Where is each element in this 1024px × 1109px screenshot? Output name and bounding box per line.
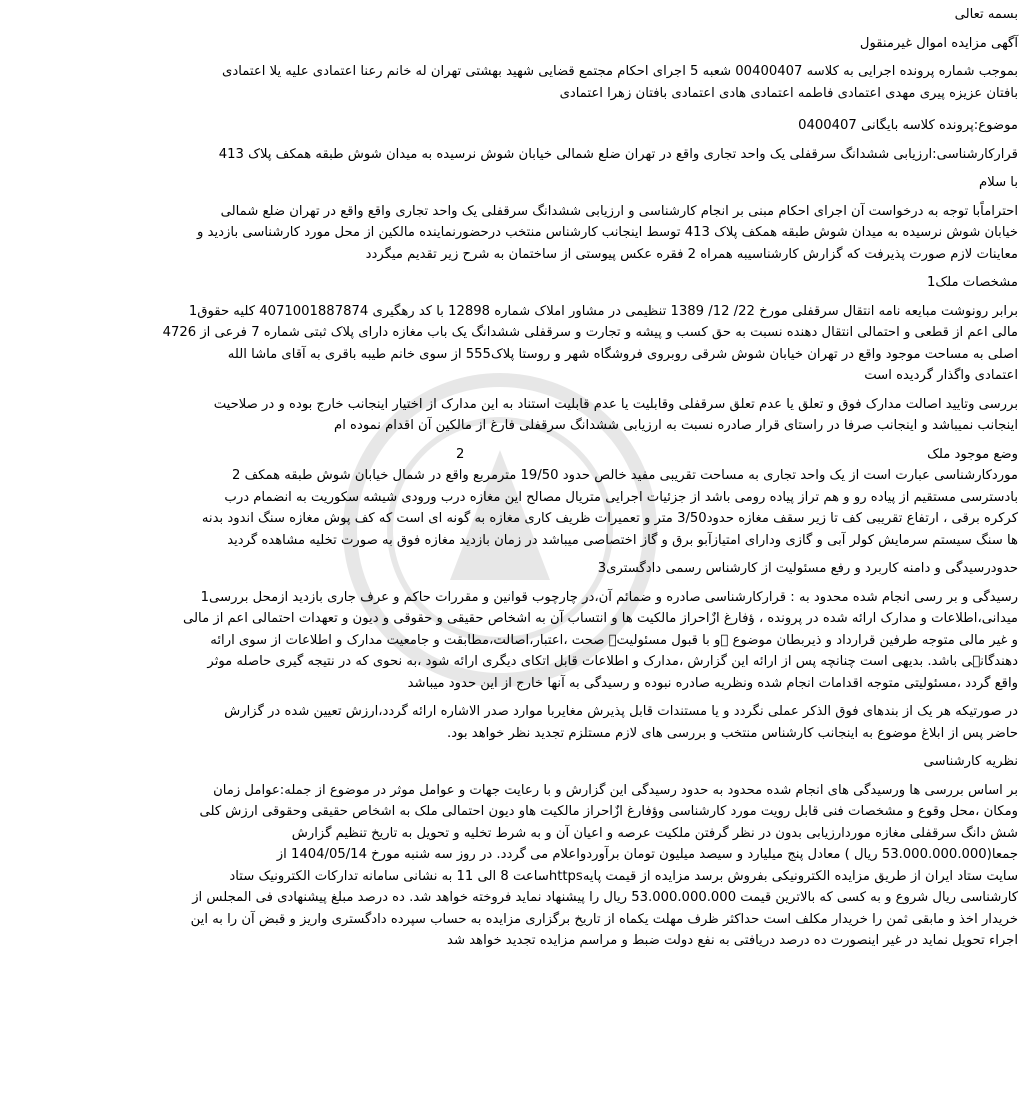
opinion-heading: نظریه کارشناسی <box>923 754 1018 769</box>
intro-line: بموجب شماره پرونده اجرایی به کلاسه 00400407 شعبه 5 اجرای احکام مجتمع قضایی شهید بهشتی تهران له خانم رعنا اعتمادی علیه یلا اعتمادی <box>222 64 1018 79</box>
section1-paragraph <box>6 301 1018 387</box>
respect-line: احتراماًبا توجه به درخواست آن اجرای احکام مبنی بر انجام کارشناسی و ارزیابی ششدانگ سرقفلی یک واحد تجاری واقع واقع در تهران ضلع شمالی <box>220 203 1018 219</box>
expert-order: قرارکارشناسی:ارزیابی ششدانگ سرقفلی یک واحد تجاری واقع در تهران ضلع شمالی خیابان شوش نرسیده به میدان شوش طبقه همکف پلاک 413 <box>218 146 1018 162</box>
greeting: با سلام <box>979 175 1018 190</box>
section1-line: مالی اعم از قطعی و احتمالی انتقال دهنده نسبت به حق کسب و پیشه و تجارت و سرقفلی ششدانگ یک باب مغازه دارای پلاک ثبتی شماره 7 فرعی از 4726 <box>162 325 1018 340</box>
section3-line: و غیر مالی متوجه طرفین قرارداد و ذیربطان موضوع ؓو با قبول مسئولیتؓ صحت ،اعتبار،اصالت،مطابقت و جامعیت مدارک و اطلاعات از سوی ارائه <box>210 632 1018 648</box>
opinion-line: سایت ستاد ایران از طریق مزایده الکترونیکی بفروش برسد مزایده از قیمت پایهhttpsساعت 8 الی 11 به نشانی سامانه تدارکات الکترونیک ستاد <box>229 868 1018 884</box>
respect-paragraph <box>6 201 1018 266</box>
respect-line: خیابان شوش نرسیده به میدان شوش طبقه همکف پلاک 413 توسط اینجانب کارشناس منتخب درحضورنماینده مالکین از محل مورد کارشناسی بازدید و <box>197 225 1018 240</box>
opinion-line: شش دانگ سرقفلی مغازه موردارزیابی بدون در نظر گرفتن ملکیت عرصه و اعیان آن و به شرط تخلیه و تحویل به تاریخ تنظیم گزارش <box>291 825 1018 841</box>
opinion-line: اجراء تحویل نماید در غیر اینصورت ده درصد دریافتی به نفع دولت ضبط و مراسم مزایده تجدید خواهد شد <box>447 933 1018 948</box>
section3-paragraph <box>6 587 1018 695</box>
section1-line: اصلی به مساحت موجود واقع در تهران خیابان شوش شرقی روبروی فروشگاه شهر و روستا پلاک555 از سوی خانم طیبه باقری به آقای ماشا الله <box>227 346 1018 362</box>
section1-heading: مشخصات ملک1 <box>926 275 1018 290</box>
section2-line: ها سنگ سیستم سرمایش کولر آبی و گازی ودارای امتیازآبو برق و گاز اختصاصی میباشد در زمان بازدید مغازه فوق به صورت تخلیه مشاهده گردید <box>227 532 1018 548</box>
section1-line: برابر رونوشت مبایعه نامه انتقال سرقفلی مورخ 22/ 12/ 1389 تنظیمی در مشاور املاک شماره 12898 با کد رهگیری 4071001887874 کلیه حقوق1 <box>188 303 1018 319</box>
opinion-line: خریدار اخذ و مابقی ثمن را خریدار مکلف است حداکثر ظرف مهلت یکماه از تاریخ برگزاری مزایده به حساب سپرده دادگستری واریز و قبض آن را به این <box>190 911 1018 927</box>
section2-line: کرکره برقی ، ارتفاع تقریبی کف تا زیر سقف مغازه حدود3/50 متر و تعمیرات ظریف کاری مغازه به گونه ای است که کف پوش مغازه سنگ اندود بدنه <box>201 511 1018 526</box>
section1-line: اعتمادی واگذار گردیده است <box>864 368 1018 383</box>
section3-line: رسیدگی و بر رسی انجام شده محدود به : قرارکارشناسی صادره و ضمائم آن،در چارچوب قوانین و مقررات حاکم و عرف جاری بازدید ازمحل بررسی1 <box>200 589 1018 605</box>
verification-line: بررسی وتایید اصالت مدارک فوق و تعلق یا عدم تعلق سرقفلی وقابلیت یا عدم قابلیت استناد به این مدارک از اختیار اینجانب خارج بوده و در صلاحیت <box>213 396 1018 412</box>
section2-number: 2 <box>456 446 465 462</box>
verification-line: اینجانب نمیباشد و اینجانب صرفا در راستای قرار صادره نسبت به ارزیابی ششدانگ سرقفلی فارغ از مالکین آن اقدام نموده ام <box>334 418 1018 433</box>
section3-line: واقع گردد ،مسئولیتی متوجه اقدامات انجام شده ونظریه صادره نبوده و رسیدگی به آنها خارج از این حدود میباشد <box>407 675 1018 691</box>
respect-line: معاینات لازم صورت پذیرفت که گزارش کارشناسیبه همراه 2 فقره عکس پیوستی از ساختمان به شرح زیر تقدیم میگردد <box>365 246 1018 262</box>
section2-paragraph <box>6 465 1018 551</box>
notice-title: آگهی مزایده اموال غیرمنقول <box>859 35 1018 51</box>
opinion-line: ومکان ،محل وقوع و مشخصات فنی قابل رویت مورد کارشناسی وؤفارغ ازٌاحراز مالکیت هاو دیون احتمالی ملک به اشخاص حقیقی وحقوقی ارزش کلی <box>199 804 1018 819</box>
basmala: بسمه تعالی <box>954 7 1018 22</box>
condition-paragraph <box>6 701 1018 744</box>
condition-line: در صورتیکه هر یک از بندهای فوق الذکر عملی نگردد و یا مستندات قابل پذیرش مغایربا موارد صدر الاشاره ارائه گردد،ارزش تعیین شده در گزارش <box>224 704 1018 719</box>
section2-line: موردکارشناسی عبارت است از یک واحد تجاری به مساحت تقریبی مفید خالص حدود 19/50 مترمربع واقع در شمال خیابان شوش طبقه همکف 2 <box>231 468 1018 483</box>
section2-line: بادسترسی مستقیم از پیاده رو و هم تراز پیاده رومی باشد از جزئیات اجرایی متریال مصالح این مغازه درب ورودی شیشه سکوریت به انضمام درب <box>224 489 1018 505</box>
section2-heading: وضع موجود ملک <box>927 446 1018 462</box>
opinion-line: جمعا(53.000.000.000 ریال ) معادل پنج میلیارد و سیصد میلیون تومان برآوردواعلام می گردد. در روز سه شنبه مورخ 1404/05/14 از <box>276 847 1018 862</box>
intro-line: بافتان عزیزه پیری مهدی اعتمادی فاطمه اعتمادی هادی اعتمادی بافتان زهرا اعتمادی <box>559 85 1018 101</box>
opinion-paragraph <box>6 780 1018 952</box>
opinion-line: کارشناسی ریال شروع و به کسی که بالاترین قیمت 53.000.000.000 ریال را پیشنهاد نماید فروخته خواهد شد. ده درصد مبلغ پیشنهادی فی المجلس از <box>192 890 1018 905</box>
opinion-line: بر اساس بررسی ها ورسیدگی های انجام شده محدود به حدود رسیدگی این گزارش و با رعایت جهات و عوامل موثر در موضوع از جمله:عوامل زمان <box>213 782 1018 798</box>
case-subject: موضوع:پرونده کلاسه بایگانی 0400407 <box>798 118 1018 133</box>
verification-paragraph <box>6 394 1018 437</box>
section2-heading-row <box>6 444 1018 466</box>
section3-line: دهندگانؓی باشد. بدیهی است چنانچه پس از ارائه این گزارش ،مدارک و اطلاعات قابل اتکای دیگری ارائه شود ،به نحوی که در نتیجه گیری حاصله موثر <box>207 654 1018 669</box>
condition-line: حاضر پس از ابلاغ موضوع به اینجانب کارشناس منتخب و بررسی های لازم مستلزم تجدید نظر خواهد بود. <box>447 725 1018 741</box>
section3-heading: حدودرسیدگی و دامنه کاربرد و رفع مسئولیت از کارشناس رسمی دادگستری3 <box>597 561 1018 576</box>
intro-paragraph <box>6 61 1018 104</box>
section3-line: میدانی،اطلاعات و مدارک ارائه شده در پرونده ، ؤفارغ ازٌاحراز مالکیت ها و انتساب آن به اشخاص حقیقی و حقوقی و دیون و تعهدات احتمالی اعم از مالی <box>183 611 1018 626</box>
